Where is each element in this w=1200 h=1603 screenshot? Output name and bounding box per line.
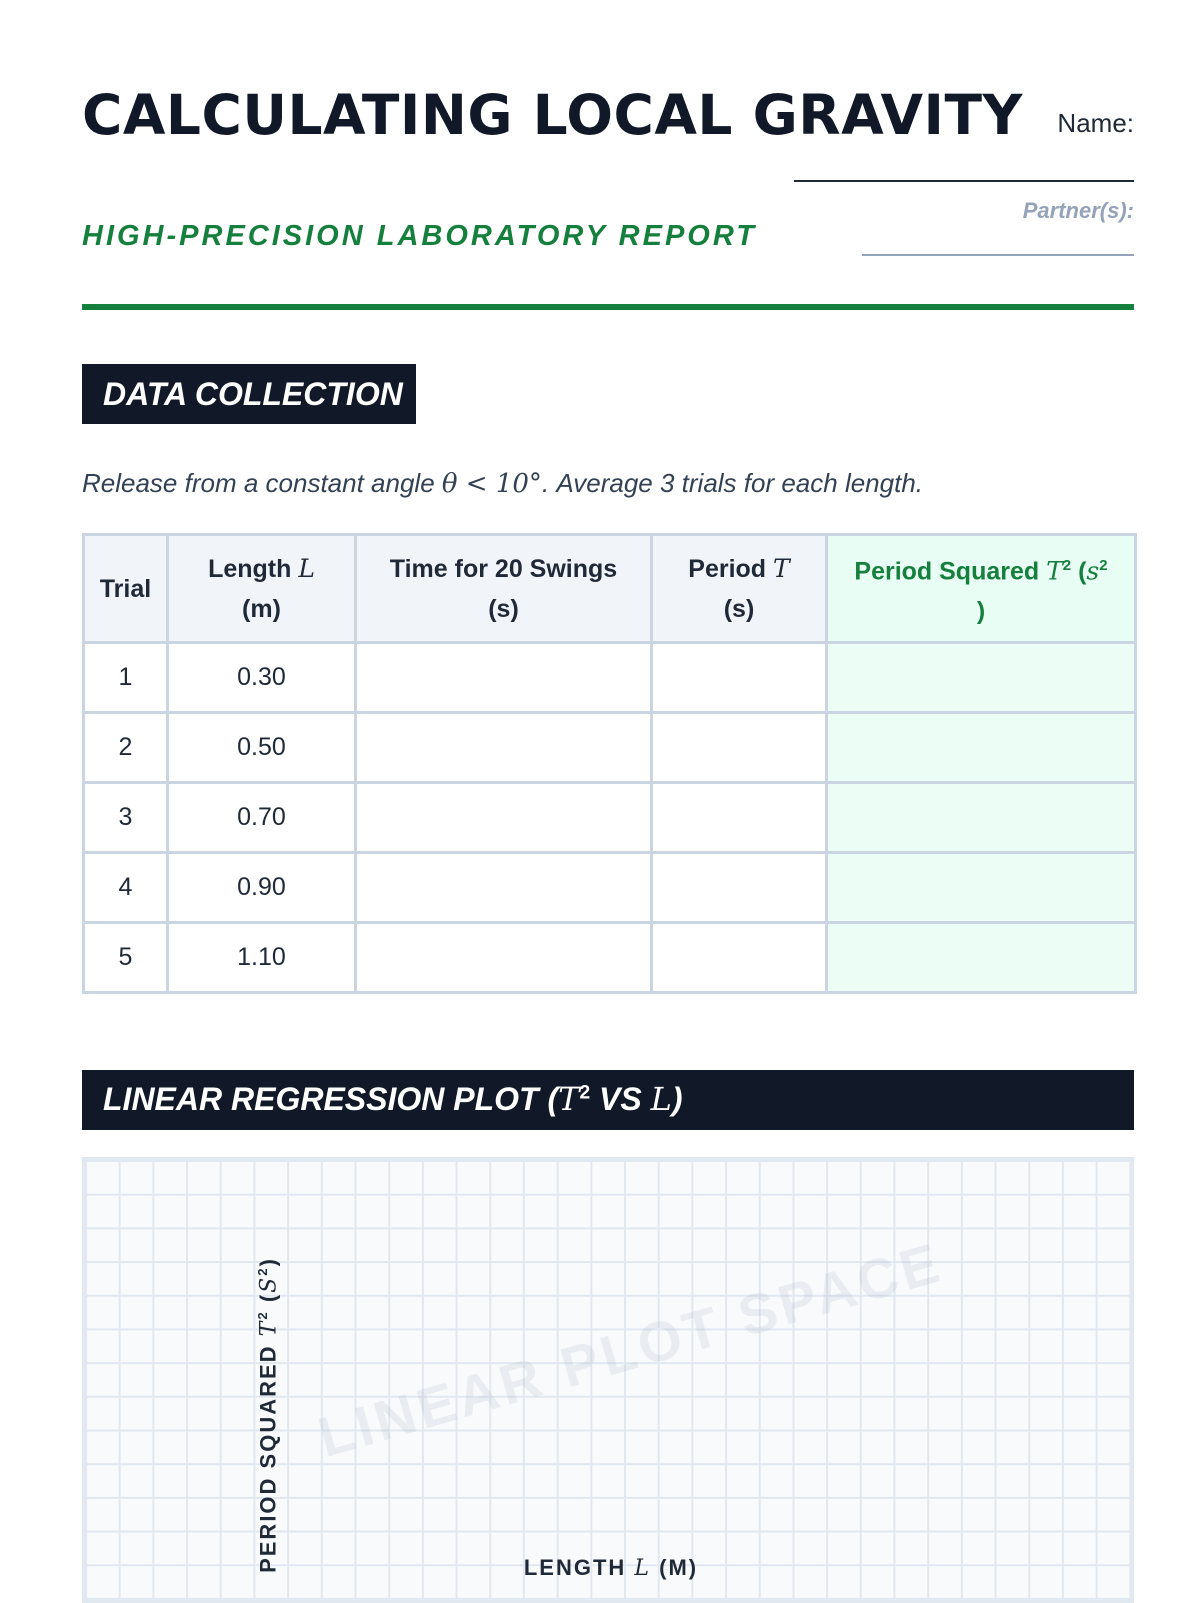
- plot-watermark: LINEAR PLOT SPACE: [311, 1230, 950, 1469]
- page-title-text: CALCULATING LOCAL GRAVITY: [82, 83, 1023, 147]
- page-title: [82, 82, 1023, 149]
- y-axis-unit-var: S: [256, 1275, 282, 1293]
- length-header-var: L: [298, 553, 315, 583]
- partner-field[interactable]: [862, 254, 1134, 256]
- col-header-trial: Trial: [84, 535, 168, 643]
- plot-heading-mid: VS: [590, 1081, 651, 1117]
- name-label: Name:: [1057, 108, 1134, 138]
- period-cell[interactable]: [652, 783, 827, 853]
- length-cell: 1.10: [168, 923, 356, 993]
- instruction-math: θ < 10°: [441, 469, 542, 499]
- period-squared-cell[interactable]: [827, 853, 1136, 923]
- page-subtitle: HIGH-PRECISION LABORATORY REPORT: [82, 220, 757, 252]
- period-squared-cell[interactable]: [827, 713, 1136, 783]
- table-row: [84, 923, 1136, 993]
- period-sq-header-text: Period Squared: [854, 557, 1047, 586]
- worksheet-header: [82, 82, 1134, 252]
- partner-label: Partner(s):: [1022, 198, 1134, 223]
- length-cell: 0.70: [168, 783, 356, 853]
- plot-heading-post: ): [671, 1081, 683, 1117]
- period-header-var: T: [773, 553, 790, 583]
- instruction-post: . Average 3 trials for each length.: [541, 468, 924, 498]
- table-row: [84, 713, 1136, 783]
- x-axis-label: [85, 1555, 1134, 1581]
- time-header-unit: (s): [488, 594, 519, 623]
- period-sq-unit-var: s: [1086, 556, 1100, 586]
- trial-cell: 2: [84, 713, 168, 783]
- period-cell[interactable]: [652, 923, 827, 993]
- y-axis-label: [255, 1157, 282, 1573]
- graph-paper-area[interactable]: [82, 1157, 1134, 1603]
- length-header-text: Length: [208, 554, 299, 583]
- period-header-unit: (s): [723, 594, 755, 623]
- plot-heading-var2: L: [650, 1080, 672, 1118]
- period-cell[interactable]: [652, 853, 827, 923]
- period-cell[interactable]: [652, 713, 827, 783]
- period-squared-cell[interactable]: [827, 643, 1136, 713]
- data-table: [82, 533, 1137, 994]
- time-cell[interactable]: [356, 853, 652, 923]
- y-axis-unit-close: ): [255, 1257, 281, 1267]
- col-header-period: [652, 535, 827, 643]
- name-field[interactable]: [794, 180, 1134, 182]
- y-axis-label-var: T: [256, 1319, 282, 1337]
- trial-cell: 1: [84, 643, 168, 713]
- instruction-text: [82, 468, 923, 499]
- time-cell[interactable]: [356, 713, 652, 783]
- col-header-length: [168, 535, 356, 643]
- trial-cell: 4: [84, 853, 168, 923]
- table-row: [84, 783, 1136, 853]
- plot-heading-pre: LINEAR REGRESSION PLOT (: [103, 1081, 559, 1117]
- time-cell[interactable]: [356, 783, 652, 853]
- instruction-pre: Release from a constant angle: [82, 468, 442, 498]
- trial-cell: 5: [84, 923, 168, 993]
- period-squared-cell[interactable]: [827, 783, 1136, 853]
- col-header-period-squared: [827, 535, 1136, 643]
- plot-section-heading: [82, 1070, 1134, 1130]
- period-sq-header-var: T: [1046, 556, 1063, 586]
- col-header-time: [356, 535, 652, 643]
- length-cell: 0.30: [168, 643, 356, 713]
- length-cell: 0.90: [168, 853, 356, 923]
- y-axis-label-exp: 2: [255, 1310, 270, 1320]
- period-cell[interactable]: [652, 643, 827, 713]
- period-sq-unit-open: (: [1071, 557, 1087, 586]
- period-header-text: Period: [688, 554, 774, 583]
- trial-cell: 3: [84, 783, 168, 853]
- y-axis-unit-open: (: [255, 1292, 281, 1311]
- period-sq-unit-exp: 2: [1099, 556, 1108, 574]
- time-header-text: Time for 20 Swings: [389, 554, 618, 583]
- period-sq-header-exp: 2: [1062, 556, 1072, 574]
- table-row: [84, 643, 1136, 713]
- y-axis-unit-exp: 2: [255, 1266, 270, 1276]
- length-header-unit: (m): [242, 594, 281, 623]
- x-axis-label-var: L: [634, 1556, 652, 1581]
- time-cell[interactable]: [356, 643, 652, 713]
- x-axis-label-post: (M): [651, 1555, 699, 1580]
- period-sq-unit-close: ): [976, 597, 986, 626]
- table-header-row: [84, 535, 1136, 643]
- data-collection-heading: DATA COLLECTION: [82, 364, 416, 424]
- y-axis-label-text: PERIOD SQUARED: [255, 1336, 281, 1573]
- period-squared-cell[interactable]: [827, 923, 1136, 993]
- x-axis-label-text: LENGTH: [523, 1555, 635, 1580]
- table-row: [84, 853, 1136, 923]
- plot-heading-var1: T: [558, 1080, 580, 1118]
- time-cell[interactable]: [356, 923, 652, 993]
- length-cell: 0.50: [168, 713, 356, 783]
- header-divider: [82, 304, 1134, 310]
- plot-heading-exp: 2: [579, 1082, 591, 1104]
